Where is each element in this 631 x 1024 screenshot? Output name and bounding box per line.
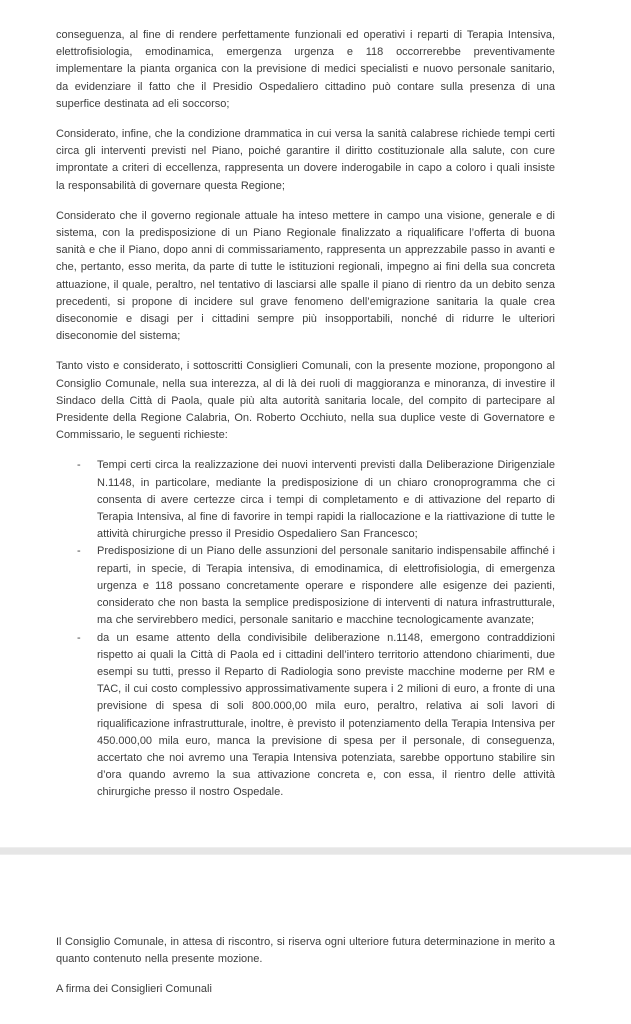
paragraph-considerato-infine: Considerato, infine, che la condizione drammatica in cui versa la sanità calabrese richiede tempi certi circa gli interventi previsti nel Piano, poiché garantire il diritto costituzionale alla salute, con cure improntate a criteri di eccellenza, rappresenta un dovere inderogabile in capo a coloro i quali insiste la responsabilità di governare questa Regione; <box>56 128 555 192</box>
paragraph-considerato-governo: Considerato che il governo regionale attuale ha inteso mettere in campo una visione, generale e di sistema, con la predisposizione di un Piano Regionale finalizzato a riqualificare l’offerta di buona sanità e che il Piano, dopo anni di commissariamento, rappresenta un apprezzabile passo in avanti e che, pertanto, esso merita, da parte di tutte le istituzioni regionali, impegno ai fini della sua concreta attuazione, il quale, peraltro, nel tentativo di lasciarsi alle spalle il piano di rientro da un debito senza precedenti, si propone di incidere sul grave fenomeno dell’emigrazione sanitaria la quale crea diseconomie e disagi per i cittadini sempre più insopportabili, nonché di ridurre le ulteriori diseconomie del sistema; <box>56 209 555 343</box>
requests-list <box>56 457 555 801</box>
request-text: Predisposizione di un Piano delle assunzioni del personale sanitario indispensabile affinché i reparti, in specie, di Terapia intensiva, di emodinamica, di elettrofisiologia, di emergenza urgenza e 118 possano concretamente operare e rispondere alle esigenze dei pazienti, considerato che non basta la semplice predisposizione di interventi di natura infrastrutturale, ma che servirebbero medici, personale sanitario e macchine tecnologicamente avanzate; <box>97 545 555 627</box>
dash-bullet-icon: - <box>77 459 81 472</box>
signature-line: A firma dei Consiglieri Comunali <box>56 983 212 996</box>
request-text: Tempi certi circa la realizzazione dei nuovi interventi previsti dalla Deliberazione Dirigenziale N.1148, in particolare, mediante la predisposizione di un chiaro cronoprogramma che ci consenta di avere certezze circa i tempi di completamento e di attivazione del reparto di Terapia Intensiva, al fine di favorire in tempi rapidi la riallocazione e la riattivazione di tutte le attività chirurgiche presso il Presidio Ospedaliero San Francesco; <box>97 459 555 541</box>
request-item-tempi-certi <box>77 457 555 543</box>
paragraph-consiglio-riserva: Il Consiglio Comunale, in attesa di riscontro, si riserva ogni ulteriore futura determinazione in merito a quanto contenuto nella presente mozione. <box>56 936 555 966</box>
document-page-2 <box>0 855 631 1024</box>
paragraph-premise-continuation: conseguenza, al fine di rendere perfettamente funzionali ed operativi i reparti di Terapia Intensiva, elettrofisiologia, emodinamica, emergenza urgenza e 118 occorrerebbe preventivamente implementare la pianta organica con la previsione di medici specialisti e nuovo personale sanitario, da evidenziare il fatto che il Presidio Ospedaliero cittadino può contare sulla presenza di una superfice destinata ad eli soccorso; <box>56 29 555 110</box>
dash-bullet-icon: - <box>77 631 81 644</box>
paragraph-tanto-visto: Tanto visto e considerato, i sottoscritti Consiglieri Comunali, con la presente mozione, propongono al Consiglio Comunale, nella sua interezza, al di là dei ruoli di maggioranza e minoranza, di investire il Sindaco della Città di Paola, quale più alta autorità sanitaria locale, del compito di partecipare al Presidente della Regione Calabria, On. Roberto Occhiuto, nella sua duplice veste di Governatore e Commissario, le seguenti richieste: <box>56 360 555 442</box>
request-item-piano-assunzioni <box>77 543 555 629</box>
request-text: da un esame attento della condivisibile deliberazione n.1148, emergono contraddizioni rispetto ai quali la Città di Paola ed i cittadini dell’intero territorio attendono chiarimenti, due esempi su tutti, presso il Reparto di Radiologia sono previste macchine moderne per RM e TAC, il cui costo complessivo approssimativamente supera i 2 milioni di euro, a fronte di una previsione di spesa di soli 800.000,00 mila euro, peraltro, relativa ai soli lavori di riqualificazione infrastrutturale, inoltre, è previsto il potenziamento della Terapia Intensiva per 450.000,00 mila euro, manca la previsione di spesa per il personale, di conseguenza, accertato che noi avremo una Terapia Intensiva potenziata, sarebbe opportuno stabilire sin d’ora quando avremo la sua attivazione concreta e, con essa, il rientro delle attività chirurgiche presso il nostro Ospedale. <box>97 631 555 799</box>
dash-bullet-icon: - <box>77 545 81 558</box>
page-break-separator <box>0 847 631 855</box>
request-item-esame-deliberazione <box>77 630 555 802</box>
